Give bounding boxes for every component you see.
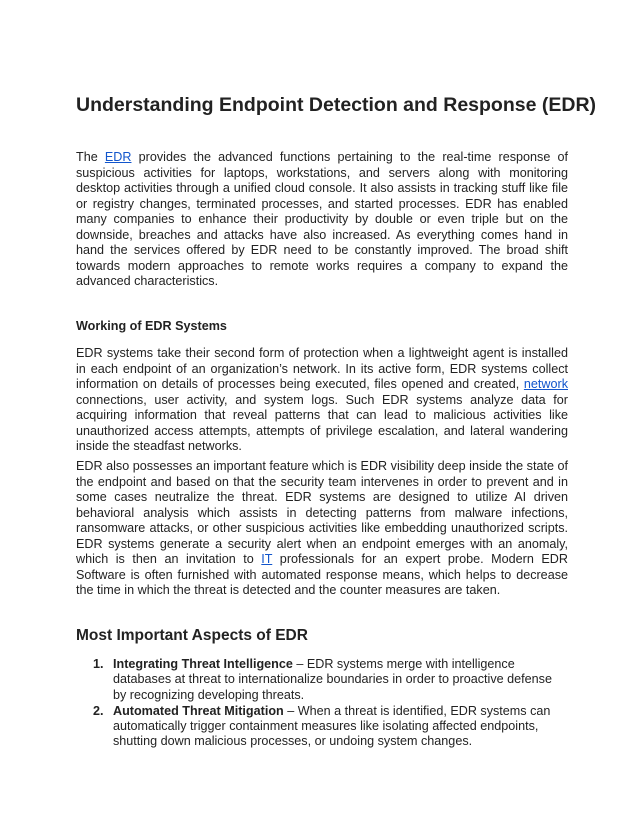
network-link[interactable]: network bbox=[523, 377, 568, 391]
aspects-list bbox=[76, 657, 568, 751]
list-item-title: Integrating Threat Intelligence bbox=[113, 657, 293, 671]
aspects-heading: Most Important Aspects of EDR bbox=[76, 627, 308, 644]
working-heading: Working of EDR Systems bbox=[76, 319, 227, 333]
list-item-title: Automated Threat Mitigation bbox=[113, 703, 284, 718]
list-item-number: 2. bbox=[93, 703, 104, 718]
page-title: Understanding Endpoint Detection and Response (EDR) bbox=[76, 94, 597, 116]
working-paragraph-1 bbox=[76, 346, 568, 455]
list-item bbox=[76, 704, 553, 750]
intro-paragraph bbox=[76, 150, 568, 290]
intro-text-end: provides the advanced functions pertaining to the real-time response of suspicious activities for laptops, workstations, and servers along with monitoring desktop activities through a unified cloud console. It also assists in tracking stuff like file or registry changes, terminated processes, and started processes. EDR has enabled many companies to enhance their productivity by double or even triple but on the downside, breaches and attacks have also increased. As everything comes hand in hand the services offered by EDR need to be constantly improved. The broad shift towards modern approaches to remote works requires a company to expand the advanced characteristics. bbox=[76, 150, 569, 288]
list-item-number: 1. bbox=[93, 657, 104, 671]
edr-link[interactable]: EDR bbox=[104, 150, 132, 164]
working-paragraph-2 bbox=[76, 459, 568, 599]
intro-text-start: The bbox=[76, 150, 105, 164]
list-item bbox=[76, 657, 553, 703]
working-p1-start: EDR systems take their second form of protection when a lightweight agent is installed in each endpoint of an organization’s network. In its active form, EDR systems collect information on details of processes being executed, files opened and created, bbox=[76, 346, 568, 391]
working-p2-end: professionals for an expert probe. Modern EDR Software is often furnished with automated response means, which helps to decrease the time in which the threat is detected and the counter measures are taken. bbox=[76, 552, 568, 597]
list-item-text: – When a threat is identified, EDR systems can automatically trigger containment measures like isolating affected endpoints, shutting down malicious processes, or undoing system changes. bbox=[113, 703, 551, 749]
working-p2-start: EDR also possesses an important feature which is EDR visibility deep inside the state of the endpoint and based on that the security team intervenes in order to prevent and in some cases neutralize the threat. EDR systems are designed to utilize AI driven behavioral analysis which assists in detecting patterns from malware infections, ransomware attacks, or other suspicious activities like embedding unauthorized scripts. EDR systems generate a security alert when an endpoint emerges with an anomaly, which is then an invitation to bbox=[76, 459, 568, 566]
working-p1-end: connections, user activity, and system logs. Such EDR systems analyze data for acquiring information that reveal patterns that can lead to malicious activities like unauthorized access attempts, attempts of privilege escalation, and lateral wandering inside the steadfast networks. bbox=[76, 392, 568, 453]
list-item-text: – EDR systems merge with intelligence databases at threat to internationalize boundaries in order to proactive defense by recognizing developing threats. bbox=[113, 657, 552, 702]
it-link[interactable]: IT bbox=[261, 552, 273, 566]
